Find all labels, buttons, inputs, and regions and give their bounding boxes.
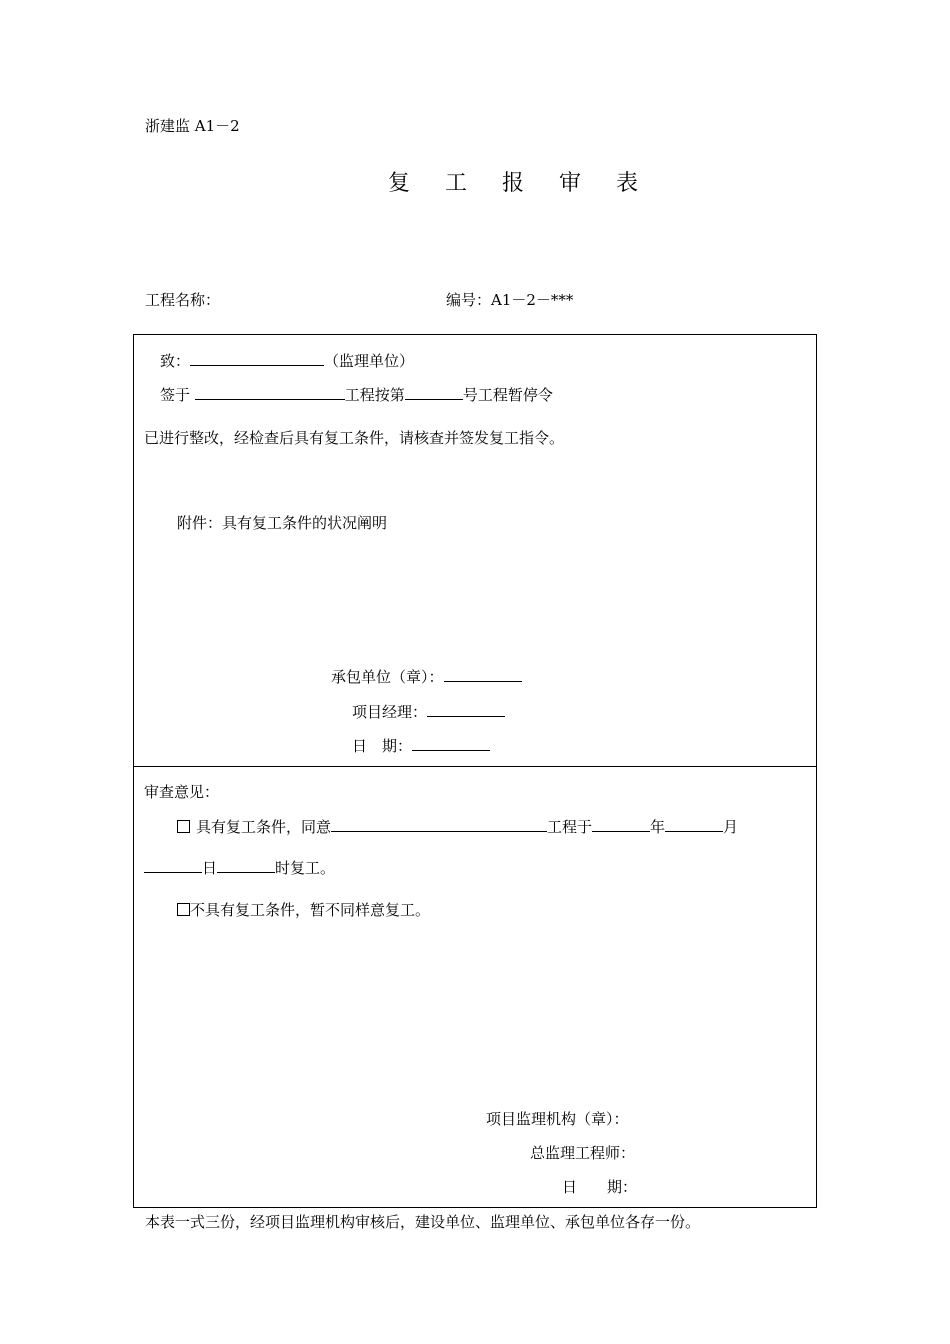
day-label: 日 xyxy=(202,859,218,877)
contractor-label: 承包单位（章）： xyxy=(331,668,444,686)
month-field[interactable] xyxy=(665,816,723,832)
attachment: 附件：具有复工条件的状况阐明 xyxy=(177,514,388,532)
sign-suffix: 号工程暂停令 xyxy=(462,386,553,404)
date-line-1 xyxy=(352,735,490,756)
to-label: 致： xyxy=(160,352,191,370)
hour-label: 时复工。 xyxy=(275,859,336,877)
number-label: 编号： xyxy=(446,291,492,309)
supervision-org-label: 项目监理机构（章）： xyxy=(486,1110,629,1128)
option1-line-2 xyxy=(144,857,335,878)
option1-mid: 工程于 xyxy=(547,818,593,836)
year-label: 年 xyxy=(650,818,666,836)
option1-line xyxy=(177,816,738,837)
to-suffix: （监理单位） xyxy=(324,352,415,370)
option2-line xyxy=(177,900,430,920)
project-name-label: 工程名称： xyxy=(145,291,221,309)
suspension-order-number-field[interactable] xyxy=(405,384,463,400)
date-field-1[interactable] xyxy=(412,735,490,751)
manager-label: 项目经理： xyxy=(352,703,428,721)
review-label: 审查意见： xyxy=(144,783,220,801)
number-value: A1－2－*** xyxy=(491,291,574,309)
month-label: 月 xyxy=(723,818,739,836)
form-number xyxy=(446,290,573,310)
date-label-2: 日 期： xyxy=(562,1178,638,1196)
day-field[interactable] xyxy=(144,857,202,873)
chief-engineer-label: 总监理工程师： xyxy=(530,1144,636,1162)
reject-checkbox[interactable] xyxy=(177,903,190,916)
manager-field[interactable] xyxy=(427,701,505,717)
option2-text: 不具有复工条件，暂不同样意复工。 xyxy=(190,901,431,919)
sign-mid: 工程按第 xyxy=(344,386,405,404)
resume-project-field[interactable] xyxy=(331,816,547,832)
contractor-line xyxy=(331,666,522,687)
to-line xyxy=(160,350,414,371)
footer-note: 本表一式三份，经项目监理机构审核后，建设单位、监理单位、承包单位各存一份。 xyxy=(145,1213,701,1231)
statement: 已进行整改，经检查后具有复工条件，请核查并签发复工指令。 xyxy=(144,429,565,447)
date-label-1: 日 期： xyxy=(352,737,413,755)
supervision-unit-field[interactable] xyxy=(190,350,324,366)
approve-checkbox[interactable] xyxy=(177,820,190,833)
hour-field[interactable] xyxy=(217,857,275,873)
form-code: 浙建监 A1－2 xyxy=(145,117,240,135)
contractor-field[interactable] xyxy=(444,666,522,682)
sign-line xyxy=(160,384,553,405)
page-title: 复 工 报 审 表 xyxy=(388,171,652,196)
year-field[interactable] xyxy=(592,816,650,832)
sign-label: 签于 xyxy=(160,386,191,404)
option1-text: 具有复工条件，同意 xyxy=(196,818,332,836)
project-field[interactable] xyxy=(195,384,345,400)
manager-line xyxy=(352,701,505,722)
